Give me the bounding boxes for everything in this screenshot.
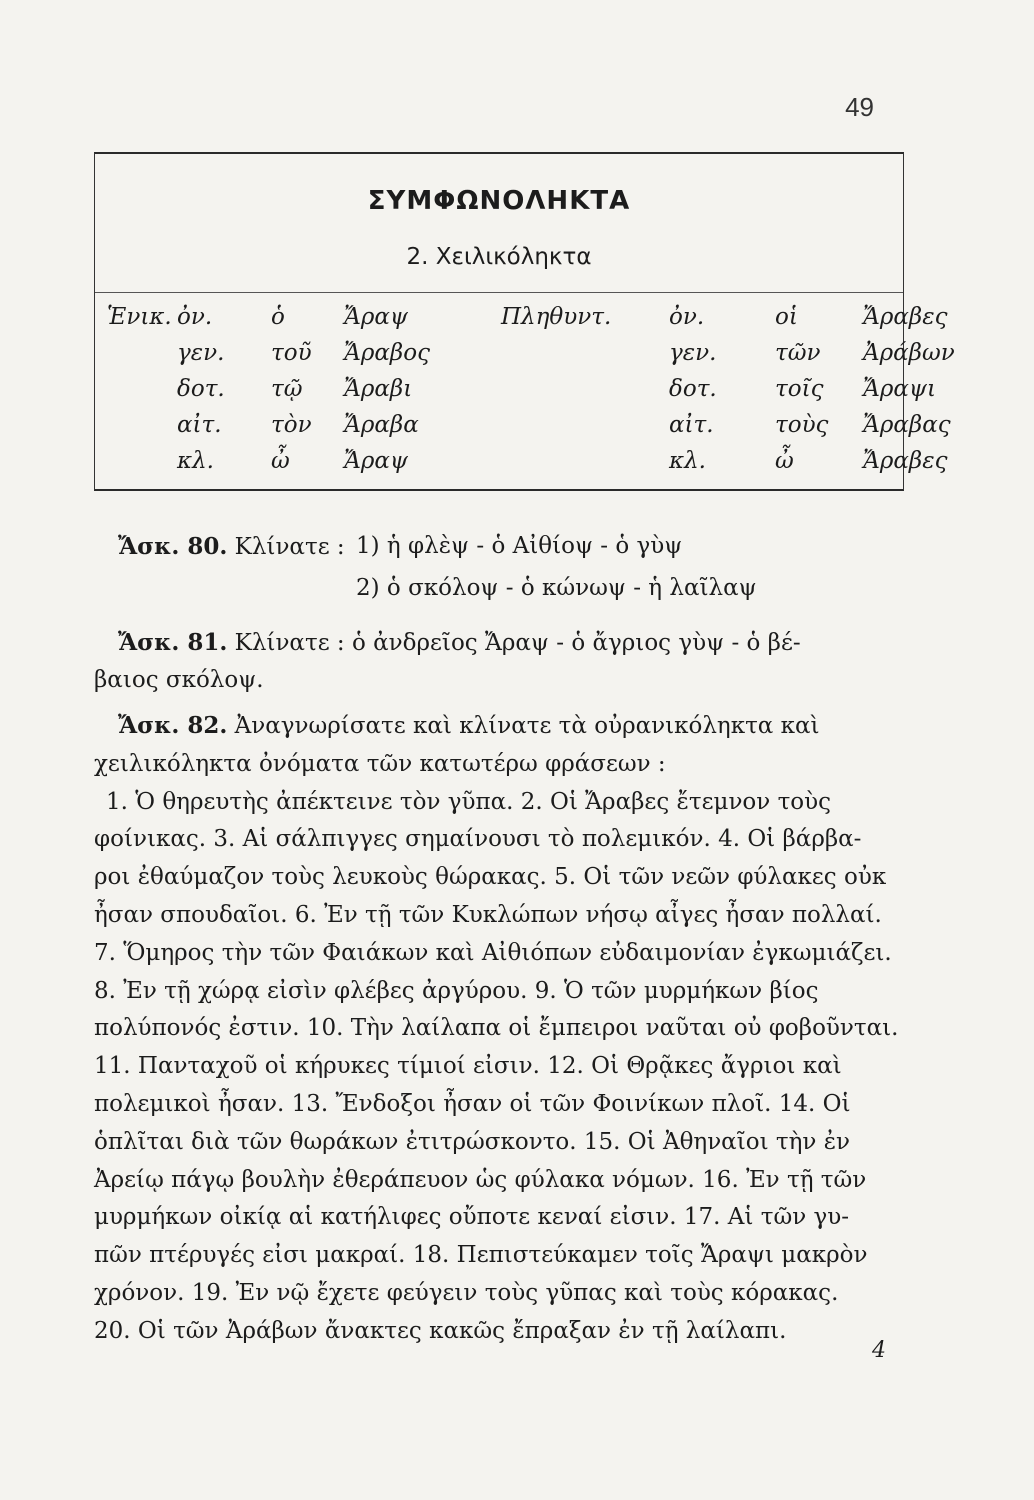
noun-singular: Ἄραψ xyxy=(344,448,408,474)
page-number: 49 xyxy=(845,92,874,122)
exercise-82-line: πολύπονός ἐστιν. 10. Τὴν λαίλαπα οἱ ἔμπειροι ναῦται οὐ φοβοῦνται. xyxy=(94,1015,899,1042)
exercise-81-line-1: Κλίνατε : ὁ ἀνδρεῖος Ἄραψ - ὁ ἄγριος γὺψ - ὁ βέ- xyxy=(234,630,801,656)
exercise-82-line: ὁπλῖται διὰ τῶν θωράκων ἐτιτρώσκοντο. 15. Οἱ Ἀθηναῖοι τὴν ἐν xyxy=(94,1128,851,1155)
plural-label: Πληθυντ. xyxy=(501,304,612,330)
exercise-82-heading: Ἄσκ. 82. xyxy=(118,712,228,739)
table-row xyxy=(95,304,948,340)
noun-plural: Ἄραψι xyxy=(863,376,936,402)
exercise-82-line: ἦσαν σπουδαῖοι. 6. Ἐν τῇ τῶν Κυκλώπων νήσῳ αἶγες ἦσαν πολλαί. xyxy=(94,901,882,928)
table-row xyxy=(95,412,951,448)
exercise-82-line: Ἀρείῳ πάγῳ βουλὴν ἐθεράπευον ὡς φύλακα νόμων. 16. Ἐν τῇ τῶν xyxy=(94,1166,867,1193)
case-singular: γεν. xyxy=(177,340,225,366)
case-plural: κλ. xyxy=(669,448,706,474)
declension-table-box xyxy=(94,152,955,491)
exercise-81-line-2: βαιος σκόλοψ. xyxy=(94,667,264,693)
exercise-80 xyxy=(94,528,902,608)
exercise-82-line: Ἀναγνωρίσατε καὶ κλίνατε τὰ οὐρανικόληκτα καὶ xyxy=(234,713,820,739)
noun-singular: Ἄραβος xyxy=(344,340,430,366)
case-singular: αἰτ. xyxy=(177,412,222,438)
exercise-80-heading: Ἄσκ. 80. xyxy=(118,533,228,560)
exercise-82-line: ροι ἐθαύμαζον τοὺς λευκοὺς θώρακας. 5. Οἱ τῶν νεῶν φύλακες οὐκ xyxy=(94,864,887,891)
exercise-82-line: πολεμικοὶ ἦσαν. 13. Ἔνδοξοι ἦσαν οἱ τῶν Φοινίκων πλοῖ. 14. Οἱ xyxy=(94,1090,851,1117)
table-subtitle: 2. Χειλικόληκτα xyxy=(406,244,592,270)
table-title: ΣΥΜΦΩΝΟΛΗΚΤΑ xyxy=(367,186,631,216)
case-singular: κλ. xyxy=(177,448,214,474)
exercise-80-line-1: 1) ἡ φλὲψ - ὁ Αἰθίοψ - ὁ γὺψ xyxy=(356,533,683,559)
article-singular: ὦ xyxy=(271,448,290,474)
table-row xyxy=(95,448,948,484)
noun-singular: Ἄραβα xyxy=(344,412,419,438)
exercise-82-line: 8. Ἐν τῇ χώρᾳ εἰσὶν φλέβες ἀργύρου. 9. Ὁ τῶν μυρμήκων βίος xyxy=(94,977,819,1004)
article-singular: ὁ xyxy=(271,304,285,330)
exercise-82 xyxy=(94,707,902,1351)
case-plural: ὀν. xyxy=(669,304,705,330)
singular-label: Ἑνικ. xyxy=(107,304,172,330)
exercise-81-heading: Ἄσκ. 81. xyxy=(118,629,228,656)
table-row xyxy=(95,340,955,376)
article-singular: τὸν xyxy=(271,412,312,438)
noun-singular: Ἄραβι xyxy=(344,376,413,402)
article-plural: τοῖς xyxy=(775,376,824,402)
exercise-82-line: 1. Ὁ θηρευτὴς ἀπέκτεινε τὸν γῦπα. 2. Οἱ Ἄραβες ἔτεμνον τοὺς xyxy=(106,788,832,815)
article-plural: τοὺς xyxy=(775,412,829,438)
article-plural: ὦ xyxy=(775,448,794,474)
case-plural: δοτ. xyxy=(669,376,717,402)
exercise-82-line: φοίνικας. 3. Αἱ σάλπιγγες σημαίνουσι τὸ πολεμικόν. 4. Οἱ βάρβα- xyxy=(94,826,862,853)
exercise-82-line: 20. Οἱ τῶν Ἀράβων ἄνακτες κακῶς ἔπραξαν ἐν τῇ λαίλαπι. xyxy=(94,1317,787,1344)
noun-plural: Ἄραβας xyxy=(863,412,951,438)
noun-singular: Ἄραψ xyxy=(344,304,408,330)
article-plural: τῶν xyxy=(775,340,821,366)
case-plural: αἰτ. xyxy=(669,412,714,438)
case-singular: δοτ. xyxy=(177,376,225,402)
exercise-80-line-2: 2) ὁ σκόλοψ - ὁ κώνωψ - ἡ λαῖλαψ xyxy=(356,575,757,601)
case-singular: ὀν. xyxy=(177,304,213,330)
exercise-82-line: 11. Πανταχοῦ οἱ κήρυκες τίμιοί εἰσιν. 12. Οἱ Θρᾷκες ἄγριοι καὶ xyxy=(94,1053,842,1080)
article-singular: τῷ xyxy=(271,376,303,402)
exercise-82-line: μυρμήκων οἰκίᾳ αἱ κατήλιφες οὔποτε κεναί εἰσιν. 17. Αἱ τῶν γυ- xyxy=(94,1204,850,1231)
exercise-82-line: χρόνον. 19. Ἐν νῷ ἔχετε φεύγειν τοὺς γῦπας καὶ τοὺς κόρακας. xyxy=(94,1279,839,1306)
noun-plural: Ἄραβες xyxy=(863,448,948,474)
exercise-82-line: 7. Ὅμηρος τὴν τῶν Φαιάκων καὶ Αἰθιόπων εὐδαιμονίαν ἐγκωμιάζει. xyxy=(94,939,892,966)
exercise-81 xyxy=(94,624,902,704)
exercise-80-prompt: Κλίνατε : xyxy=(234,534,345,560)
signature-mark: 4 xyxy=(872,1338,886,1363)
article-singular: τοῦ xyxy=(271,340,312,366)
declension-rows xyxy=(95,304,955,484)
exercise-82-line: πῶν πτέρυγές εἰσι μακραί. 18. Πεπιστεύκαμεν τοῖς Ἄραψι μακρὸν xyxy=(94,1242,868,1269)
exercise-82-line: χειλικόληκτα ὀνόματα τῶν κατωτέρω φράσεων : xyxy=(94,750,666,777)
exercise-82-intro xyxy=(94,707,902,746)
noun-plural: Ἀράβων xyxy=(863,340,955,366)
table-row xyxy=(95,376,936,412)
noun-plural: Ἄραβες xyxy=(863,304,948,330)
article-plural: οἱ xyxy=(775,304,798,330)
case-plural: γεν. xyxy=(669,340,717,366)
table-divider xyxy=(95,292,903,293)
